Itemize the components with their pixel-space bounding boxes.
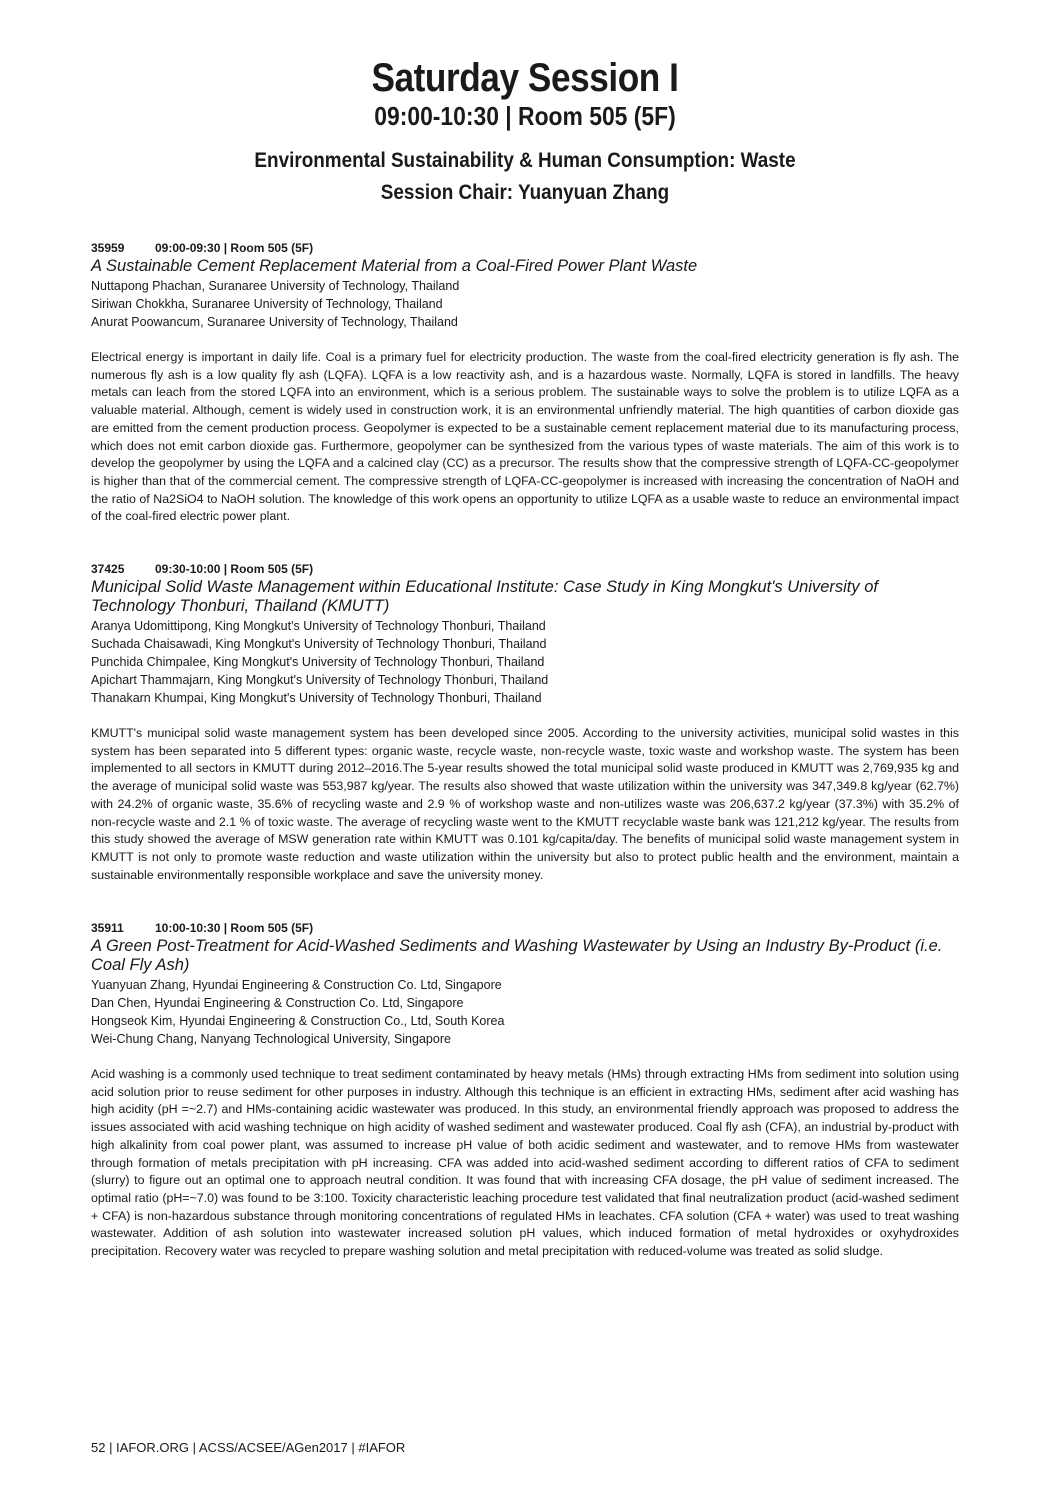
session-time-room: 09:00-10:30 | Room 505 (5F) — [374, 101, 676, 131]
author-line: Dan Chen, Hyundai Engineering & Construction Co. Ltd, Singapore — [91, 996, 464, 1010]
paper-slot: 09:00-09:30 | Room 505 (5F) — [155, 241, 314, 255]
author-line: Wei-Chung Chang, Nanyang Technological University, Singapore — [91, 1032, 451, 1046]
paper-meta — [91, 920, 959, 936]
paper-slot: 09:30-10:00 | Room 505 (5F) — [155, 562, 314, 576]
author-line: Aranya Udomittipong, King Mongkut's University of Technology Thonburi, Thailand — [91, 619, 546, 633]
author-line: Apichart Thammajarn, King Mongkut's University of Technology Thonburi, Thailand — [91, 673, 549, 687]
paper-authors — [91, 277, 959, 331]
paper-entry — [91, 920, 959, 1261]
author-line: Siriwan Chokkha, Suranaree University of Technology, Thailand — [91, 297, 443, 311]
paper-title: A Green Post-Treatment for Acid-Washed Sediments and Washing Wastewater by Using an Industry By-Product (i.e. Coal Fly Ash) — [91, 937, 943, 974]
author-line: Yuanyuan Zhang, Hyundai Engineering & Construction Co. Ltd, Singapore — [91, 978, 502, 992]
paper-abstract: Acid washing is a commonly used technique to treat sediment contaminated by heavy metals (HMs) through extracting HMs from sediment into solution using acid solution prior to reuse sediment for other purposes in industry. Although this technique is an efficient in extracting HMs, sediment after acid washing has high acidity (pH =~2.7) and HMs-containing acidic wastewater was produced. In this study, an environmental friendly approach was proposed to address the issues associated with acid washing technique on high acidity of washed sediment and wastewater produced. Coal fly ash (CFA), an industrial by-product with high alkalinity from coal power plant, was assumed to increase pH value of both acidic sediment and wastewater, and to remove HMs from wastewater through formation of metals precipitation with pH increasing. CFA was added into acid-washed sediment according to different ratios of CFA to sediment (slurry) to figure out an optimal one to approach neutral condition. It was found that with increasing CFA dosage, the pH value of sediment increased. The optimal ratio (pH=~7.0) was found to be 3:100. Toxicity characteristic leaching procedure test validated that final neutralization product (acid-washed sediment + CFA) is non-hazardous substance through monitoring concentrations of regulated HMs in leachates. CFA solution (CFA + water) was used to treat washing wastewater. Addition of ash solution into wastewater increased solution pH values, which induced formation of metal hydroxides or oxyhydroxides precipitation. Recovery water was recycled to prepare washing solution and metal precipitation with reduced-volume was treated as solid sludge. — [91, 1067, 959, 1259]
author-line: Thanakarn Khumpai, King Mongkut's University of Technology Thonburi, Thailand — [91, 691, 542, 705]
paper-abstract: Electrical energy is important in daily life. Coal is a primary fuel for electricity production. The waste from the coal-fired electricity generation is fly ash. The numerous fly ash is a low quality fly ash (LQFA). LQFA is a low reactivity ash, and is a hazardous waste. Normally, LQFA is stored in landfills. The heavy metals can leach from the stored LQFA into an environment, which is a serious problem. The sustainable ways to solve the problem is to utilize LQFA as a valuable material. Although, cement is widely used in construction work, it is an environmental unfriendly material. The high quantities of carbon dioxide gas are emitted from the cement production process. Geopolymer is expected to be a sustainable cement replacement material due to its manufacturing process, which does not emit carbon dioxide gas. Furthermore, geopolymer can be synthesized from the various types of waste materials. The aim of this work is to develop the geopolymer by using the LQFA and a calcined clay (CC) as a precursor. The results show that the compressive strength of LQFA-CC-geopolymer is higher than that of the commercial cement. The compressive strength of LQFA-CC-geopolymer is increased with increasing the concentration of NaOH and the ratio of Na2SiO4 to NaOH solution. The knowledge of this work opens an opportunity to utilize LQFA as a usable waste to reduce an environmental impact of the coal-fired electric power plant. — [91, 350, 959, 524]
author-line: Anurat Poowancum, Suranaree University of Technology, Thailand — [91, 315, 458, 329]
paper-slot: 10:00-10:30 | Room 505 (5F) — [155, 921, 314, 935]
session-theme: Environmental Sustainability & Human Consumption: Waste — [254, 149, 796, 172]
author-line: Suchada Chaisawadi, King Mongkut's University of Technology Thonburi, Thailand — [91, 637, 547, 651]
paper-entry — [91, 561, 959, 884]
paper-id: 35911 — [91, 921, 124, 935]
session-title: Saturday Session I — [371, 56, 679, 100]
page-footer: 52 | IAFOR.ORG | ACSS/ACSEE/AGen2017 | #IAFOR — [91, 1440, 406, 1455]
paper-entry — [91, 240, 959, 526]
paper-id: 35959 — [91, 241, 125, 255]
paper-id: 37425 — [91, 562, 125, 576]
paper-authors — [91, 976, 959, 1048]
paper-title: A Sustainable Cement Replacement Material from a Coal-Fired Power Plant Waste — [91, 257, 698, 275]
author-line: Hongseok Kim, Hyundai Engineering & Construction Co., Ltd, South Korea — [91, 1014, 505, 1028]
author-line: Punchida Chimpalee, King Mongkut's University of Technology Thonburi, Thailand — [91, 655, 545, 669]
session-chair: Session Chair: Yuanyuan Zhang — [380, 181, 670, 204]
paper-meta — [91, 561, 959, 577]
paper-abstract: KMUTT's municipal solid waste management system has been developed since 2005. According to the university activities, municipal solid wastes in this system has been separated into 5 different types: organic waste, recycle waste, non-recycle waste, toxic waste and workshop waste. The system has been implemented to all sectors in KMUTT during 2012–2016.The 5-year results showed the total municipal solid waste produced in KMUTT was 2,769,935 kg and the average of municipal solid waste was 553,987 kg/year. The results also showed that waste utilization within the university was 347,349.8 kg/year (62.7%) with 24.2% of organic waste, 35.6% of recycling waste and 2.9 % of workshop waste and non-utilizes waste was 206,637.2 kg/year (37.3%) with 35.2% of non-recycle waste and 2.1 % of toxic waste. The average of recycling waste went to the KMUTT recyclable waste bank was 121,212 kg/year. The results from this study showed the average of MSW generation rate within KMUTT was 0.101 kg/capita/day. The benefits of municipal solid waste management system in KMUTT is not only to promote waste reduction and waste utilization within the university but also to protect public health and the environment, maintain a sustainable environmentally responsible workplace and save the university money. — [91, 726, 959, 882]
author-line: Nuttapong Phachan, Suranaree University of Technology, Thailand — [91, 279, 460, 293]
paper-title: Municipal Solid Waste Management within Educational Institute: Case Study in King Mongkut's University of Technology Thonburi, Thailand (KMUTT) — [91, 578, 878, 615]
paper-authors — [91, 617, 959, 707]
paper-meta — [91, 240, 959, 256]
